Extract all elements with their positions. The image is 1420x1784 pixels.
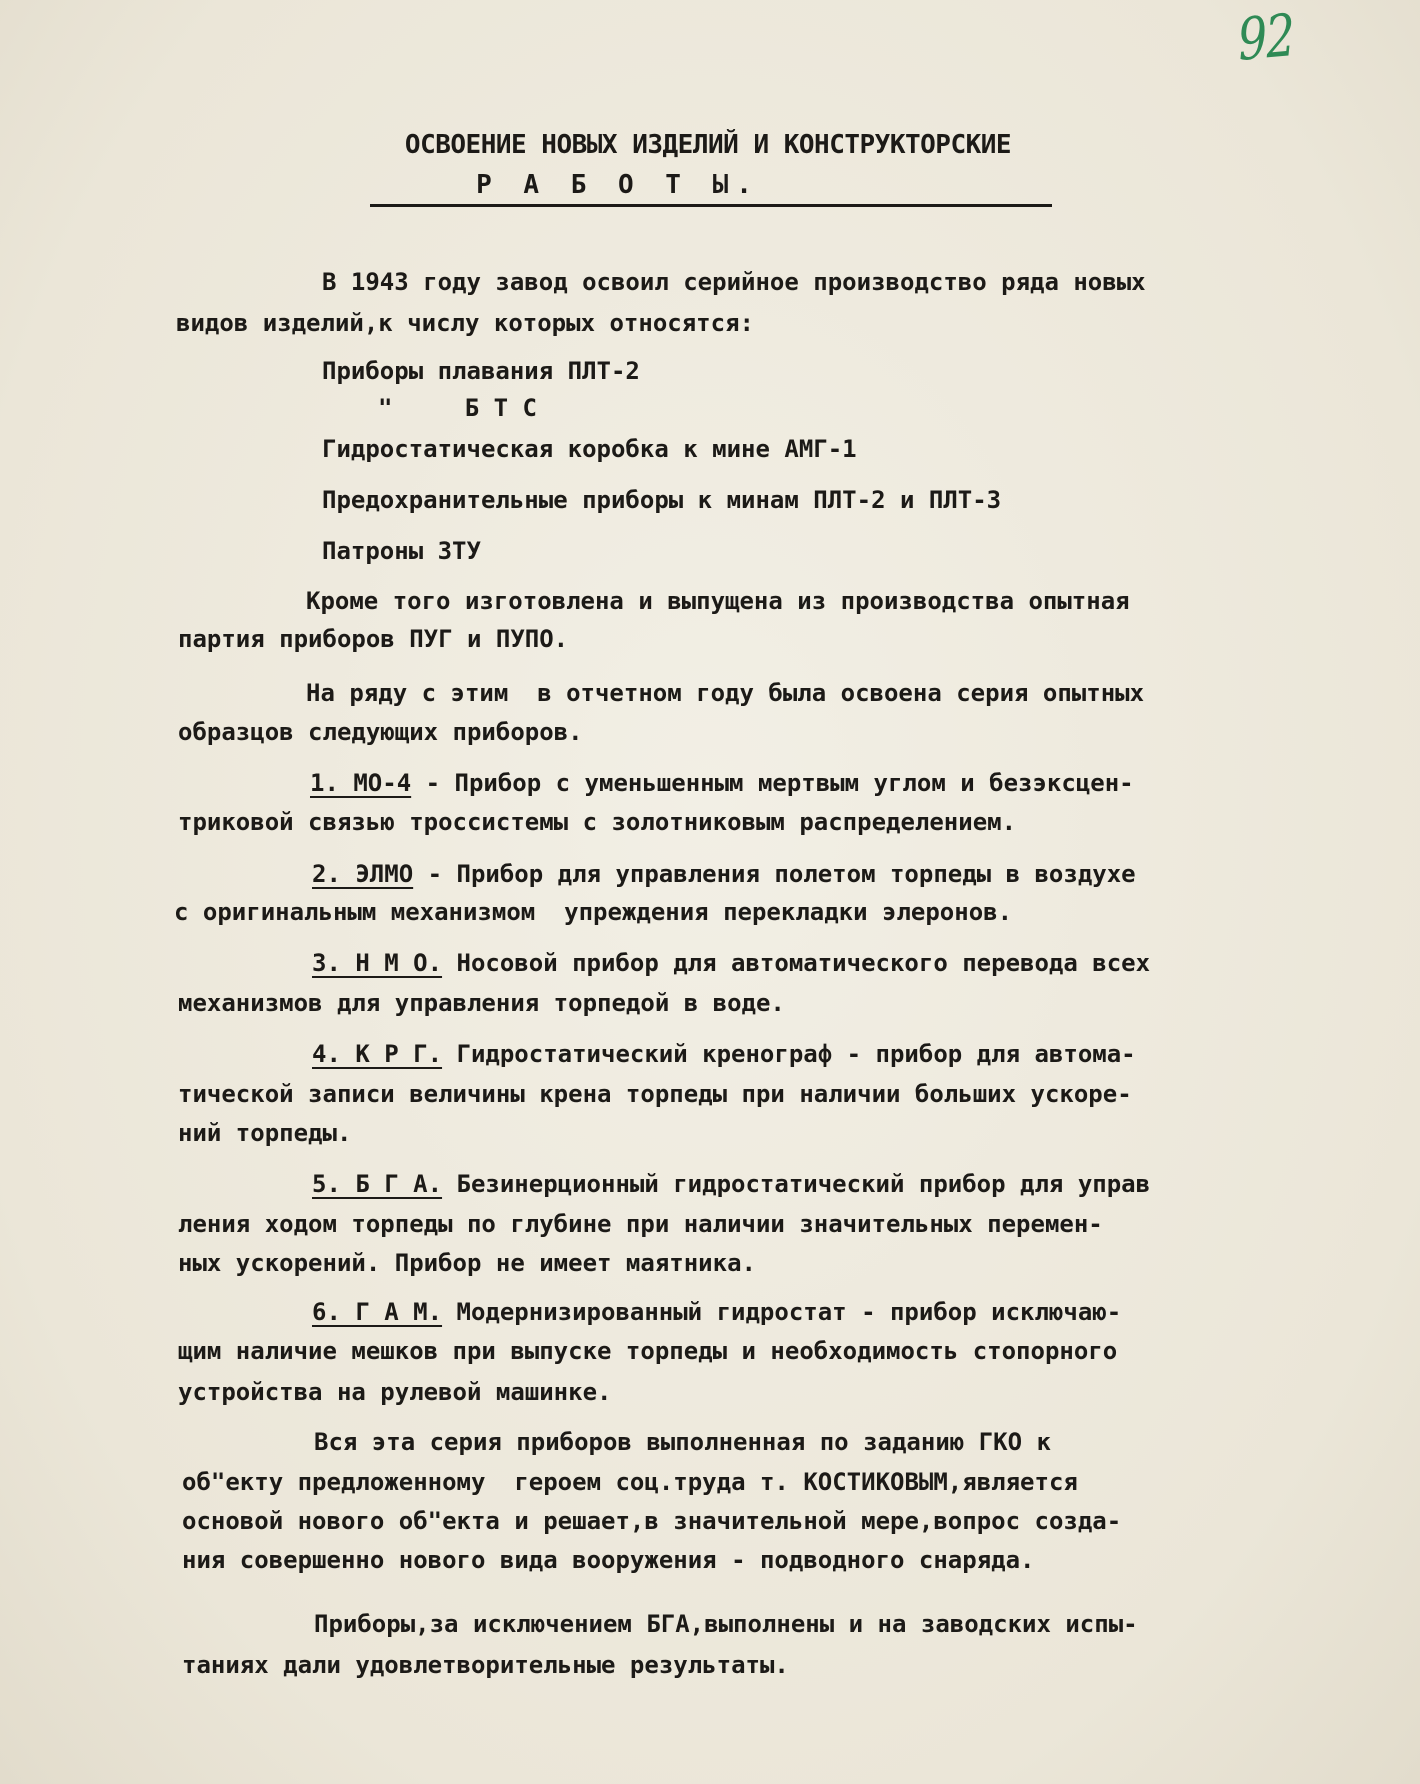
device-code: 6. Г А М.: [312, 1298, 443, 1326]
device-description: Гидростатический кренограф - прибор для автома-: [442, 1040, 1136, 1068]
batch-line-2: партия приборов ПУГ и ПУПО.: [178, 625, 569, 653]
device-item: [312, 862, 1136, 886]
device-line: триковой связью троссистемы с золотниковым распределением.: [178, 808, 1017, 836]
device-code: 5. Б Г А.: [312, 1170, 443, 1198]
product-item: Гидростатическая коробка к мине АМГ-1: [322, 435, 857, 463]
page-title-line2: Р А Б О Т Ы.: [476, 170, 760, 200]
series-line-2: образцов следующих приборов.: [178, 718, 583, 746]
device-line: ных ускорений. Прибор не имеет маятника.: [178, 1249, 756, 1277]
device-item: [310, 771, 1134, 795]
device-line: устройства на рулевой машинке.: [178, 1378, 612, 1406]
device-code: 1. МО-4: [310, 769, 412, 797]
page-title: ОСВОЕНИЕ НОВЫХ ИЗДЕЛИЙ И КОНСТРУКТОРСКИЕ: [404, 130, 1012, 160]
device-item: [312, 951, 1150, 975]
device-item: [312, 1300, 1121, 1324]
device-item: [312, 1042, 1136, 1066]
intro-line-1: В 1943 году завод освоил серийное производство ряда новых: [322, 268, 1146, 296]
device-line: щим наличие мешков при выпуске торпеды и необходимость стопорного: [178, 1337, 1118, 1365]
device-code: 2. ЭЛМО: [312, 860, 414, 888]
product-item: Предохранительные приборы к минам ПЛТ-2 и ПЛТ-3: [322, 486, 1002, 514]
device-line: механизмов для управления торпедой в воде.: [178, 989, 785, 1017]
gko-line: ния совершенно нового вида вооружения - подводного снаряда.: [182, 1546, 1035, 1574]
intro-line-2: видов изделий,к числу которых относятся:: [176, 309, 754, 337]
device-line: ний торпеды.: [178, 1119, 352, 1147]
batch-line-1: Кроме того изготовлена и выпущена из производства опытная: [306, 587, 1130, 615]
device-item: [312, 1172, 1150, 1196]
gko-line: основой нового об"екта и решает,в значительной мере,вопрос созда-: [182, 1507, 1122, 1535]
device-description: - Прибор для управления полетом торпеды в воздухе: [413, 860, 1136, 888]
series-line-1: На ряду с этим в отчетном году была освоена серия опытных: [306, 679, 1145, 707]
gko-line: Вся эта серия приборов выполненная по заданию ГКО к: [314, 1428, 1051, 1456]
title-underline: [370, 204, 1052, 207]
device-line: тической записи величины крена торпеды при наличии больших ускоре-: [178, 1080, 1132, 1108]
conclusion-line: таниях дали удовлетворительные результаты.: [182, 1651, 789, 1679]
device-description: Модернизированный гидростат - прибор исключаю-: [442, 1298, 1122, 1326]
device-code: 4. К Р Г.: [312, 1040, 443, 1068]
device-description: Носовой прибор для автоматического перевода всех: [442, 949, 1151, 977]
product-item: " Б Т С: [378, 394, 537, 422]
product-item: Патроны ЗТУ: [322, 537, 481, 565]
device-code: 3. Н М О.: [312, 949, 443, 977]
product-item: Приборы плавания ПЛТ-2: [322, 357, 640, 385]
device-description: - Прибор с уменьшенным мертвым углом и безэксцен-: [411, 769, 1134, 797]
gko-line: об"екту предложенному героем соц.труда т. КОСТИКОВЫМ,является: [182, 1468, 1078, 1496]
conclusion-line: Приборы,за исключением БГА,выполнены и на заводских испы-: [314, 1610, 1138, 1638]
device-line: ления ходом торпеды по глубине при наличии значительных перемен-: [178, 1210, 1103, 1238]
folio-number: 92: [1236, 1, 1296, 74]
device-description: Безинерционный гидростатический прибор для управ: [442, 1170, 1151, 1198]
device-line: с оригинальным механизмом упреждения перекладки элеронов.: [174, 898, 1013, 926]
